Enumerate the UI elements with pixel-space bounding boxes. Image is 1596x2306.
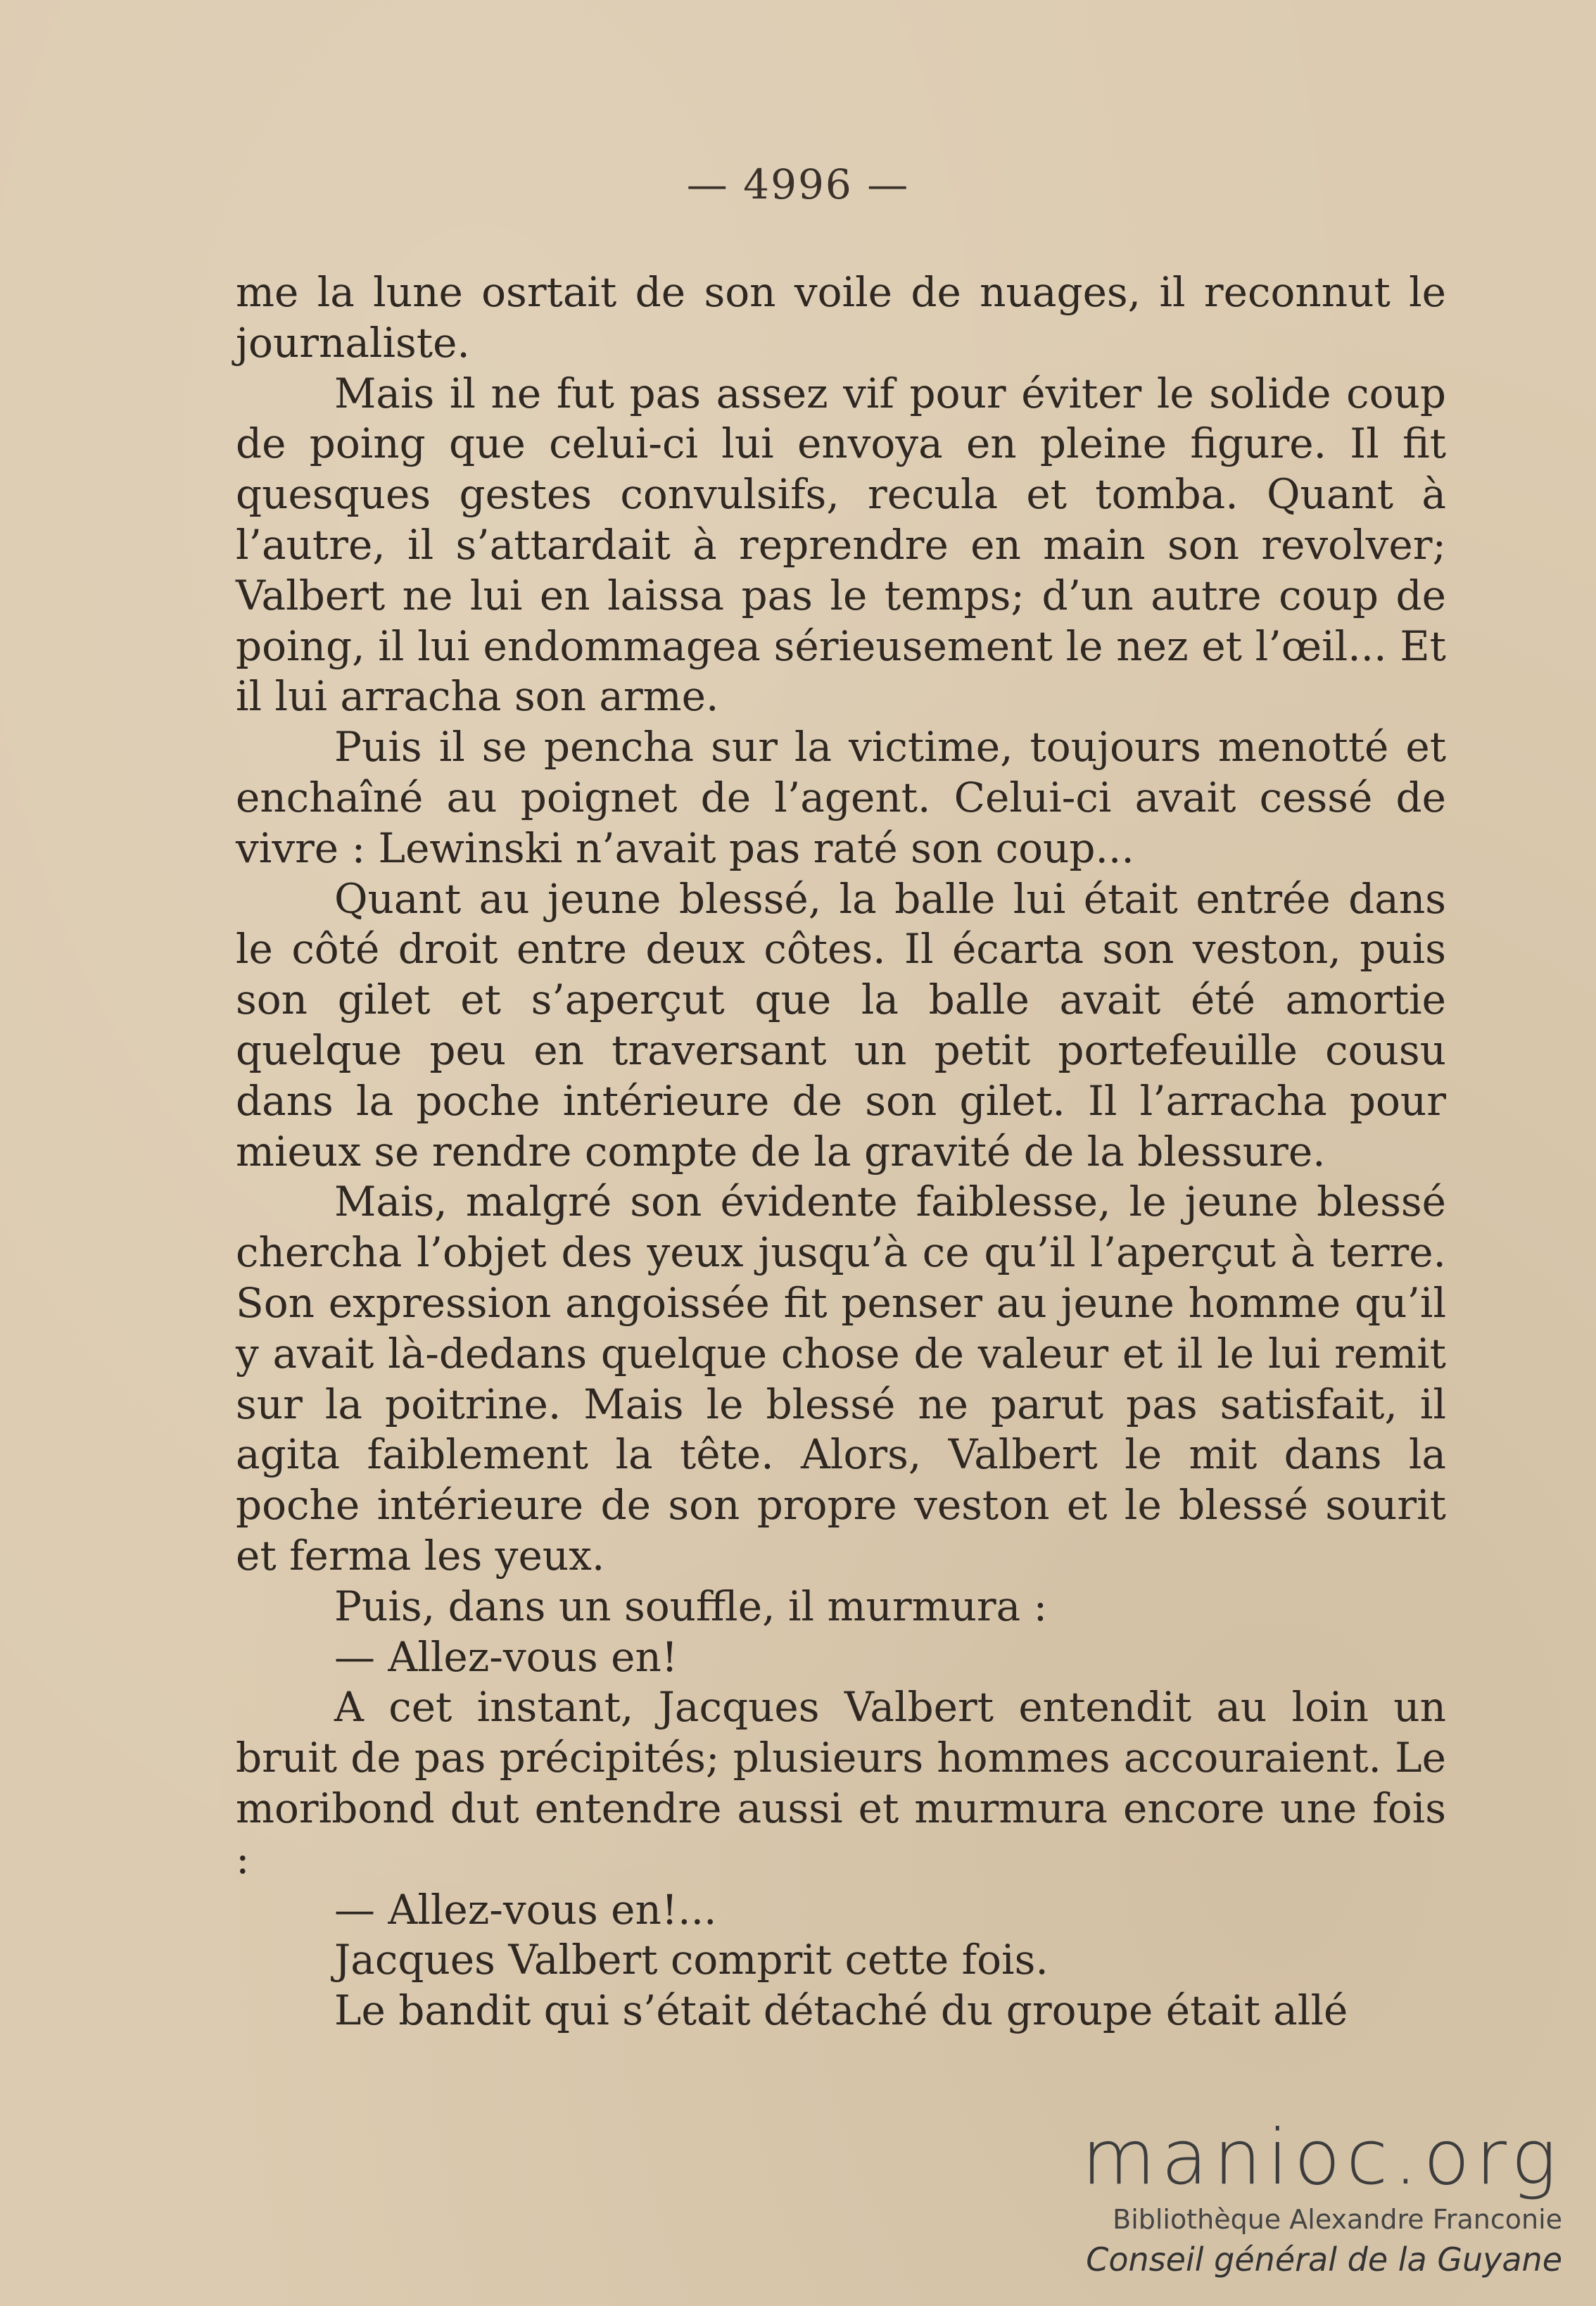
paragraph: Puis, dans un souffle, il murmura : (334, 1582, 1048, 1630)
dialogue-line: — Allez-vous en!... (334, 1885, 717, 1934)
dialogue-line: — Allez-vous en! (334, 1632, 678, 1681)
library-name: Bibliothèque Alexandre Franconie (1113, 2204, 1562, 2235)
manioc-logo: manioc.org (1081, 2114, 1562, 2202)
paragraph: Mais, malgré son évidente faiblesse, le jeune blessé chercha l’objet des yeux jusqu’à ce qu’il l’aperçut à terre. Son expression angoissée fit penser au jeune homme qu’il y avait là-dedans quelque chose de valeur et il le lui remit sur la poitrine. Mais le blessé ne parut pas satisfait, il agita faiblement la tête. Alors, Valbert le mit dans la poche intérieure de son propre veston et le blessé sourit et ferma les yeux. (236, 1178, 1446, 1580)
council-name: Conseil général de la Guyane (1086, 2241, 1562, 2279)
paragraph: Puis il se pencha sur la victime, toujours menotté et enchaîné au poignet de l’agent. Celui-ci avait cessé de vivre : Lewinski n’avait pas raté son coup... (236, 723, 1446, 872)
page-number: — 4996 — (686, 160, 910, 208)
manioc-watermark (1056, 2116, 1562, 2281)
body-text (236, 267, 1446, 2036)
paragraph: Jacques Valbert comprit cette fois. (334, 1936, 1049, 1984)
paragraph: Mais il ne fut pas assez vif pour éviter le solide coup de poing que celui-ci lui envoya en pleine figure. Il fit quesques gestes convulsifs, recula et tomba. Quant à l’autre, il s’attardait à reprendre en main son revolver; Valbert ne lui en laissa pas le temps; d’un autre coup de poing, il lui endommagea sérieusement le nez et l’œil... Et il lui arracha son arme. (236, 369, 1446, 721)
paragraph: A cet instant, Jacques Valbert entendit au loin un bruit de pas précipités; plusieurs hommes accouraient. Le moribond dut entendre aussi et murmura encore une fois : (236, 1683, 1446, 1883)
paragraph: me la lune osrtait de son voile de nuages, il reconnut le journaliste. (236, 268, 1446, 367)
paragraph: Quant au jeune blessé, la balle lui était entrée dans le côté droit entre deux côtes. Il écarta son veston, puis son gilet et s’aperçut que la balle avait été amortie quelque peu en traversant un petit portefeuille cousu dans la poche intérieure de son gilet. Il l’arracha pour mieux se rendre compte de la gravité de la blessure. (236, 874, 1446, 1176)
paragraph: Le bandit qui s’était détaché du groupe était allé (334, 1986, 1348, 2035)
